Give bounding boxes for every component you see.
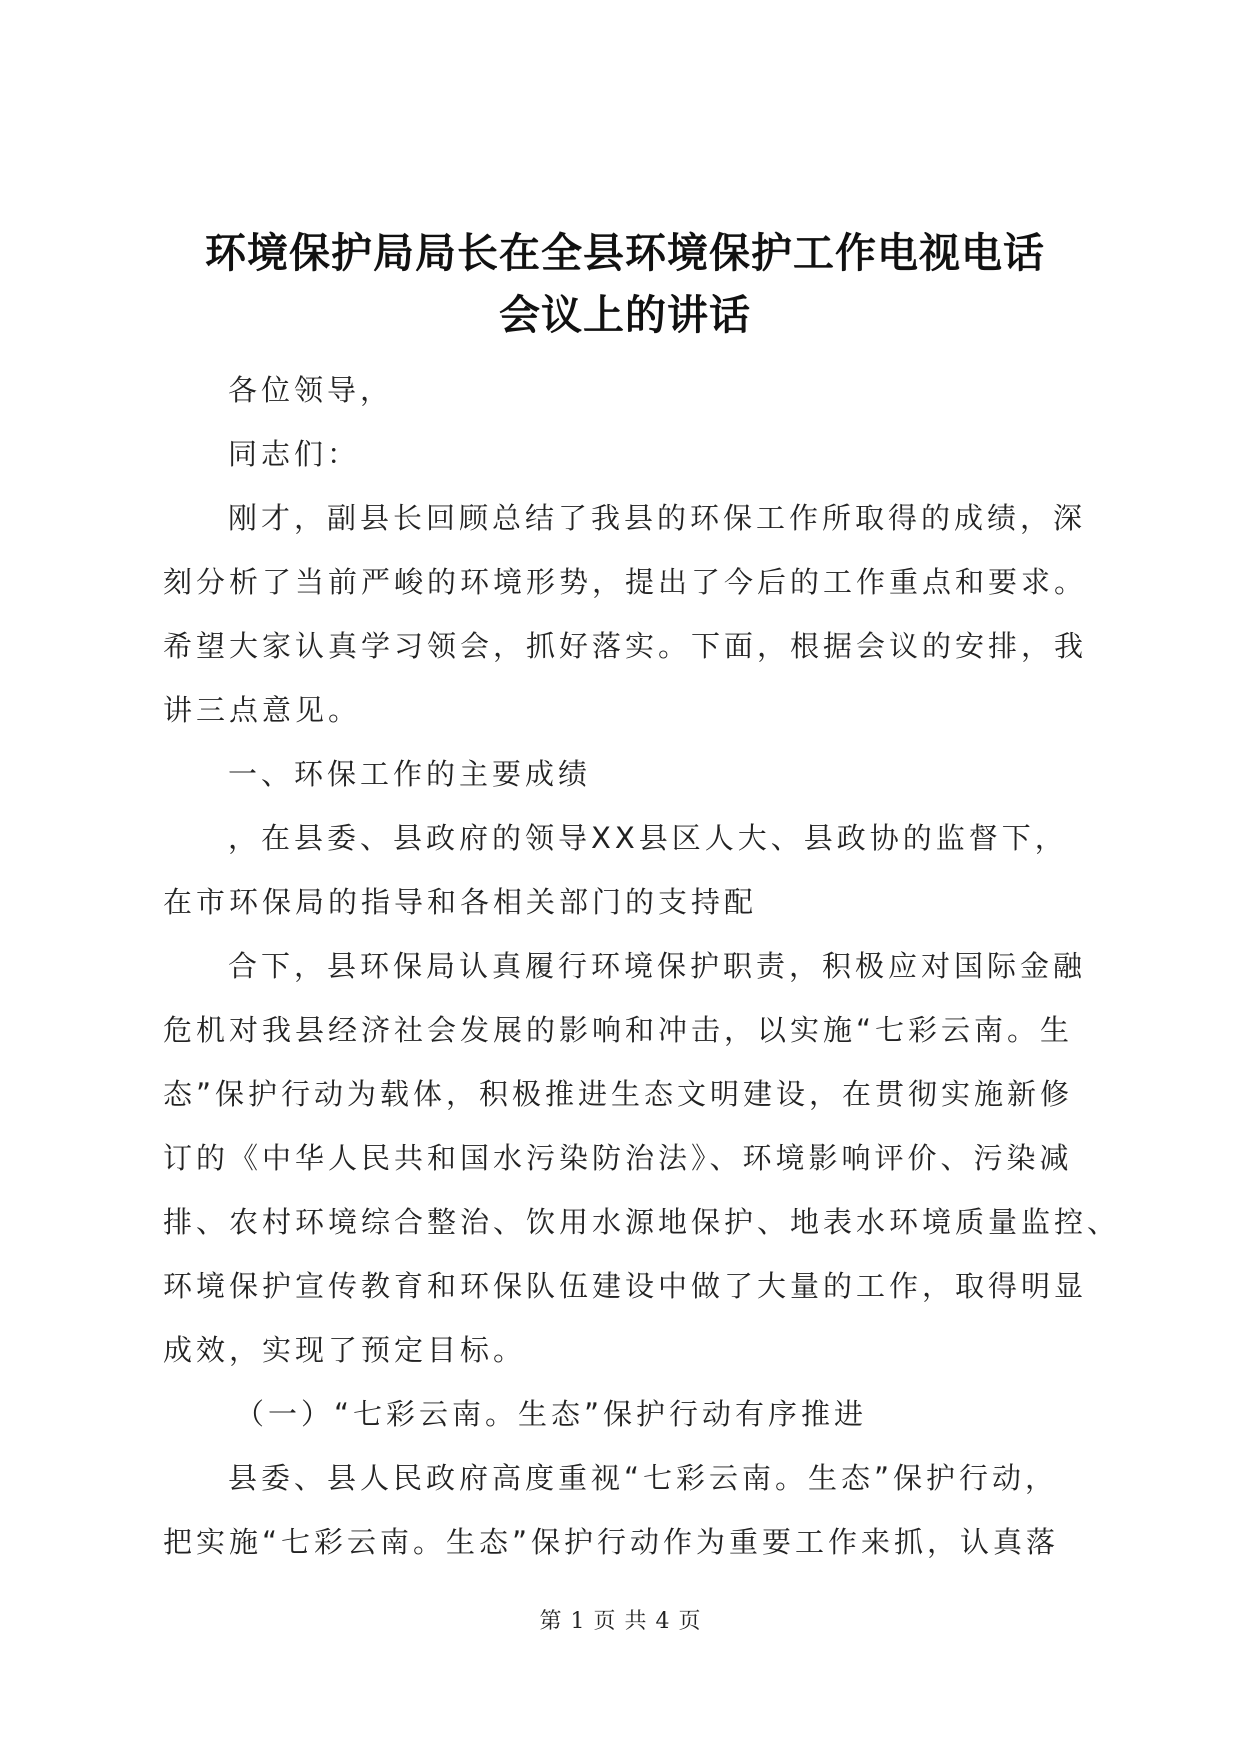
document-body [163,358,1121,1574]
title-line: 环境保护局局长在全县环境保护工作电视电话 [205,229,1045,277]
paragraph-line: 成效，实现了预定目标。 [163,1333,527,1367]
paragraph-line: 环境保护宣传教育和环保队伍建设中做了大量的工作，取得明显 [163,1269,1088,1303]
paragraph-line: 县委、县人民政府高度重视“七彩云南。生态”保护行动， [228,1461,1059,1495]
paragraph-line: ，在县委、县政府的领导XX县区人大、县政协的监督下， [228,821,1068,855]
paragraph-line: 讲三点意见。 [163,693,362,727]
salutation-line: 各位领导， [228,373,394,407]
paragraph-line: 希望大家认真学习领会，抓好落实。下面，根据会议的安排，我 [163,629,1088,663]
paragraph-line: 把实施“七彩云南。生态”保护行动作为重要工作来抓，认真落 [163,1525,1060,1559]
document-title [150,222,1100,346]
paragraph-line: 在市环保局的指导和各相关部门的支持配 [163,885,758,919]
page-number-footer: 第 1 页 共 4 页 [539,1609,702,1634]
paragraph-line: 危机对我县经济社会发展的影响和冲击，以实施“七彩云南。生 [163,1013,1074,1047]
paragraph-line: 态”保护行动为载体，积极推进生态文明建设，在贯彻实施新修 [163,1077,1074,1111]
section-heading: 一、环保工作的主要成绩 [228,757,592,791]
paragraph-line: 订的《中华人民共和国水污染防治法》、环境影响评价、污染减 [163,1141,1073,1175]
paragraph-line: 排、农村环境综合整治、饮用水源地保护、地表水环境质量监控、 [163,1205,1121,1239]
paragraph-line: 刚才，副县长回顾总结了我县的环保工作所取得的成绩，深 [228,501,1087,535]
paragraph-line: 合下，县环保局认真履行环境保护职责，积极应对国际金融 [228,949,1087,983]
paragraph-line: 刻分析了当前严峻的环境形势，提出了今后的工作重点和要求。 [163,565,1088,599]
title-line: 会议上的讲话 [499,291,751,339]
subsection-heading: （一）“七彩云南。生态”保护行动有序推进 [235,1397,868,1431]
salutation-line: 同志们： [228,437,361,471]
